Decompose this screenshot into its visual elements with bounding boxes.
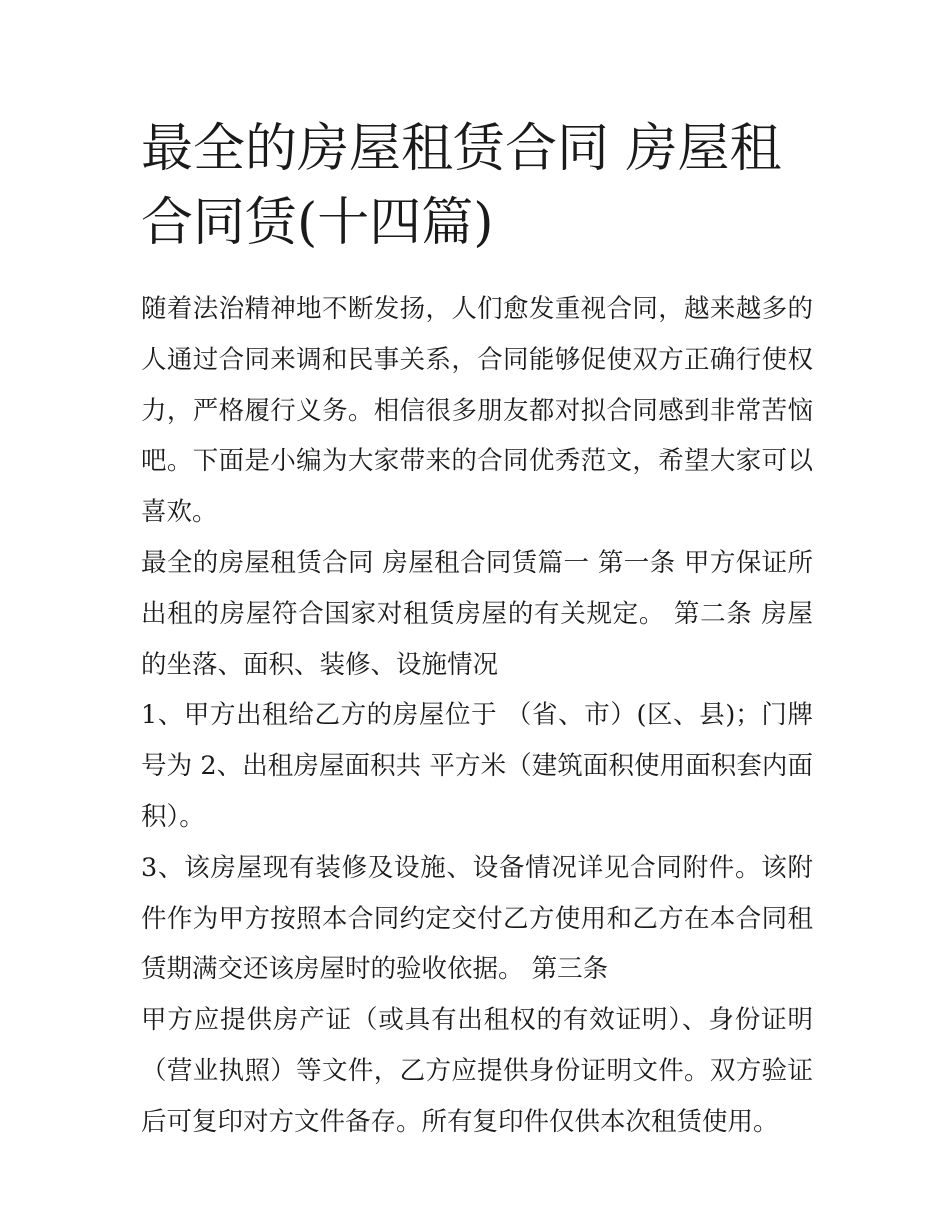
paragraph-article-1: 最全的房屋租赁合同 房屋租合同赁篇一 第一条 甲方保证所出租的房屋符合国家对租赁房屋的有关规定。 第二条 房屋的坐落、面积、装修、设施情况 xyxy=(141,547,813,680)
document-page xyxy=(141,112,813,1148)
document-body xyxy=(141,284,813,1148)
document-title: 最全的房屋租赁合同 房屋租合同赁(十四篇) xyxy=(141,119,782,253)
paragraph-clause-1: 1、甲方出租给乙方的房屋位于 （省、市）(区、县)；门牌号为 2、出租房屋面积共 平方米（建筑面积使用面积套内面积）。 xyxy=(141,700,813,832)
paragraph-clause-3: 3、该房屋现有装修及设施、设备情况详见合同附件。该附件作为甲方按照本合同约定交付乙方使用和乙方在本合同租赁期满交还该房屋时的验收依据。 第三条 xyxy=(141,852,813,985)
paragraph-article-3: 甲方应提供房产证（或具有出租权的有效证明）、身份证明（营业执照）等文件，乙方应提供身份证明文件。双方验证后可复印对方文件备存。所有复印件仅供本次租赁使用。 xyxy=(141,1005,813,1137)
paragraph-intro: 随着法治精神地不断发扬，人们愈发重视合同，越来越多的人通过合同来调和民事关系，合同能够促使双方正确行使权力，严格履行义务。相信很多朋友都对拟合同感到非常苦恼吧。下面是小编为大家带来的合同优秀范文，希望大家可以喜欢。 xyxy=(141,294,813,528)
